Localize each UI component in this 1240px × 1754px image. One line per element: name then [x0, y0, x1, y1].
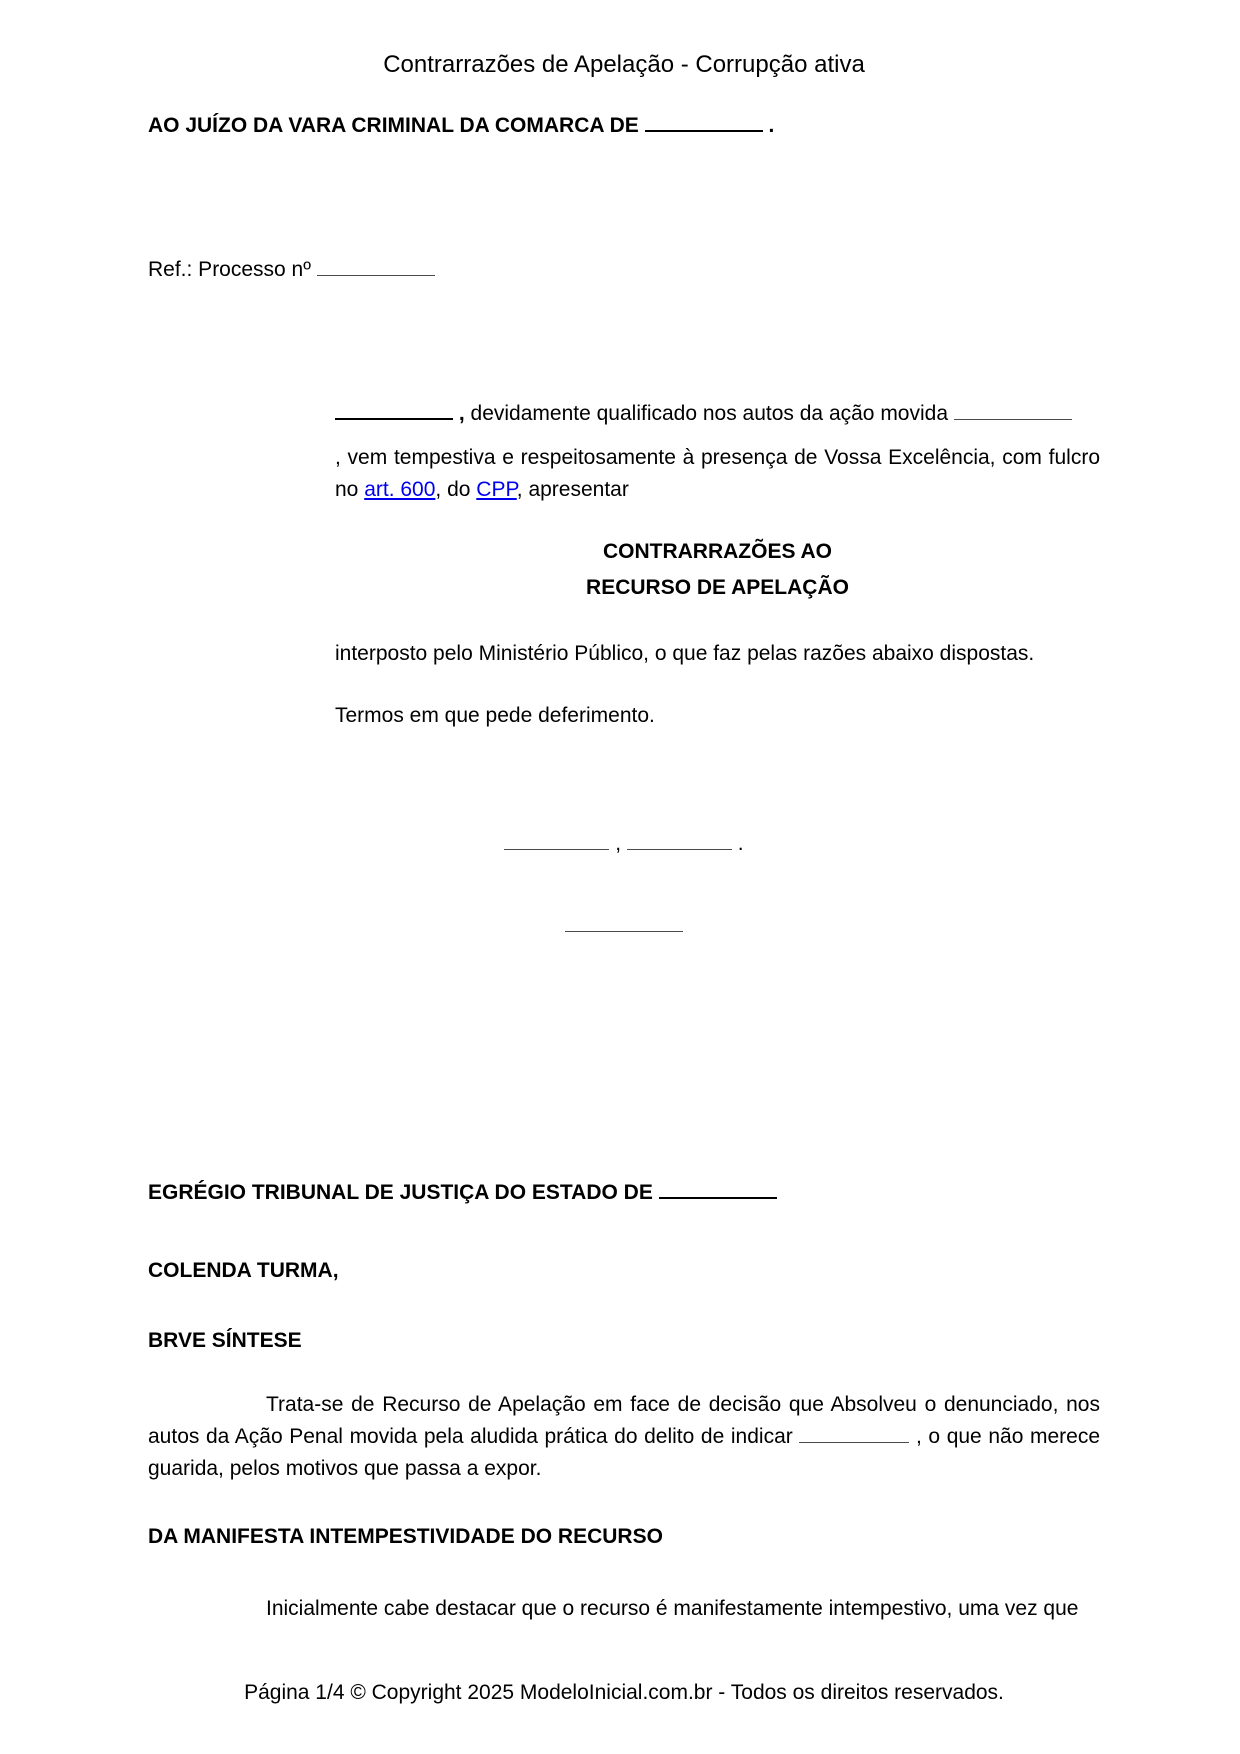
intro-text-1: devidamente qualificado nos autos da ação movida: [470, 402, 949, 425]
blank-delito-field: [799, 1424, 909, 1443]
intempestividade-heading: DA MANIFESTA INTEMPESTIVIDADE DO RECURSO: [148, 1525, 663, 1548]
interposto-paragraph: interposto pelo Ministério Público, o que faz pelas razões abaixo dispostas.: [335, 642, 1035, 665]
page-footer: Página 1/4 © Copyright 2025 ModeloInicial.com.br - Todos os direitos reservados.: [244, 1681, 1004, 1704]
trata-se-paragraph: [148, 1389, 1100, 1485]
intro-paragraph-1: [335, 398, 1100, 430]
document-title: Contrarrazões de Apelação - Corrupção ativa: [383, 51, 865, 78]
trata-text-after: , o que não merece guarida, pelos motivos que passa a expor.: [148, 1425, 1101, 1480]
tribunal-text: EGRÉGIO TRIBUNAL DE JUSTIÇA DO ESTADO DE: [148, 1181, 653, 1204]
reference-label: Ref.: Processo nº: [148, 258, 311, 281]
intro-comma: ,: [458, 402, 465, 425]
petition-title-line-2: RECURSO DE APELAÇÃO: [586, 576, 849, 599]
blank-date-field: [627, 831, 732, 850]
blank-signature-field: [565, 913, 683, 932]
addressee-heading: [148, 110, 1100, 142]
blank-party-name-field: [335, 400, 453, 420]
sintese-heading: BRVE SÍNTESE: [148, 1329, 302, 1352]
petition-body: [335, 398, 1100, 732]
addressee-period: .: [768, 114, 775, 137]
link-art-600[interactable]: art. 600: [364, 478, 436, 501]
tribunal-heading: [148, 1177, 1100, 1209]
signature-name-line: [148, 910, 1100, 942]
reference-line: [148, 254, 1100, 286]
blank-acao-movida-field: [954, 401, 1072, 420]
blank-estado-field: [659, 1179, 777, 1199]
colenda-heading: COLENDA TURMA,: [148, 1259, 339, 1282]
signature-comma: ,: [615, 832, 622, 855]
intro-text-2: , vem tempestiva e respeitosamente à presença de Vossa Excelência, com fulcro no: [335, 446, 1100, 501]
signature-period: .: [737, 832, 744, 855]
inicialmente-paragraph: Inicialmente cabe destacar que o recurso é manifestamente intempestivo, uma vez que: [266, 1597, 1079, 1620]
intro-paragraph-2: [335, 442, 1100, 506]
signature-city-date-line: [148, 828, 1100, 860]
trata-text-before: Trata-se de Recurso de Apelação em face de decisão que Absolveu o denunciado, nos autos da Ação Penal movida pela aludida prática do delito de indicar: [148, 1393, 1100, 1448]
petition-title-heading: [335, 534, 1100, 606]
addressee-text: AO JUÍZO DA VARA CRIMINAL DA COMARCA DE: [148, 114, 639, 137]
petition-title-line-1: CONTRARRAZÕES AO: [602, 540, 833, 563]
blank-comarca-field: [645, 112, 763, 132]
intro-text-end: , apresentar: [516, 478, 629, 501]
link-cpp[interactable]: CPP: [476, 478, 517, 501]
termos-paragraph: Termos em que pede deferimento.: [335, 704, 655, 727]
intro-text-mid: , do: [435, 478, 471, 501]
blank-processo-field: [317, 257, 435, 276]
blank-city-field: [504, 831, 609, 850]
